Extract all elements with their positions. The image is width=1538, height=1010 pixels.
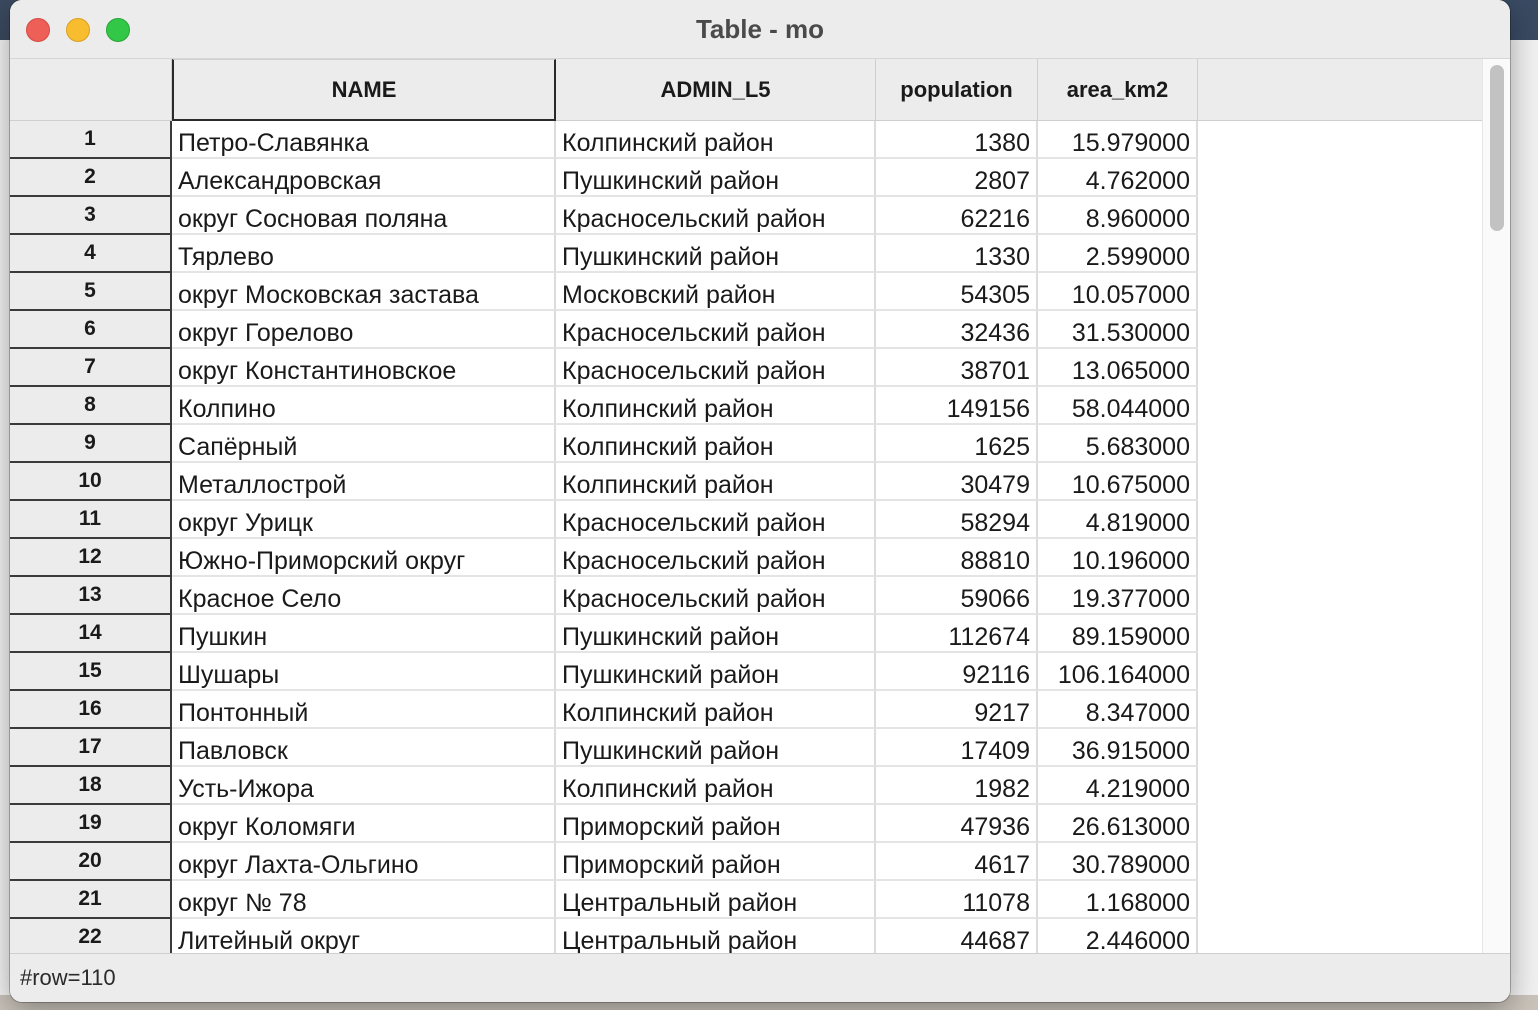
cell-name[interactable]: округ № 78 <box>172 881 556 919</box>
cell-admin-l5[interactable]: Московский район <box>556 273 876 311</box>
table-row[interactable] <box>10 121 1198 159</box>
cell-admin-l5[interactable]: Пушкинский район <box>556 729 876 767</box>
table-row[interactable] <box>10 387 1198 425</box>
table-row[interactable] <box>10 805 1198 843</box>
row-header[interactable]: 6 <box>10 311 172 349</box>
table-row[interactable] <box>10 729 1198 767</box>
title-bar[interactable] <box>10 0 1510 59</box>
cell-name[interactable]: округ Сосновая поляна <box>172 197 556 235</box>
cell-admin-l5[interactable]: Колпинский район <box>556 387 876 425</box>
cell-area-km2[interactable]: 30.789000 <box>1038 843 1198 881</box>
table-row[interactable] <box>10 311 1198 349</box>
cell-population[interactable]: 4617 <box>876 843 1038 881</box>
cell-area-km2[interactable]: 1.168000 <box>1038 881 1198 919</box>
cell-population[interactable]: 88810 <box>876 539 1038 577</box>
row-header[interactable]: 15 <box>10 653 172 691</box>
row-header[interactable]: 2 <box>10 159 172 197</box>
close-button[interactable] <box>26 18 50 42</box>
vertical-scrollbar[interactable] <box>1482 59 1510 953</box>
table-row[interactable] <box>10 197 1198 235</box>
cell-admin-l5[interactable]: Колпинский район <box>556 463 876 501</box>
cell-name[interactable]: округ Константиновское <box>172 349 556 387</box>
cell-name[interactable]: Тярлево <box>172 235 556 273</box>
cell-population[interactable]: 2807 <box>876 159 1038 197</box>
row-header[interactable]: 11 <box>10 501 172 539</box>
table-row[interactable] <box>10 159 1198 197</box>
row-header[interactable]: 13 <box>10 577 172 615</box>
table-row[interactable] <box>10 577 1198 615</box>
cell-population[interactable]: 1982 <box>876 767 1038 805</box>
data-table[interactable] <box>10 59 1482 953</box>
cell-area-km2[interactable]: 8.347000 <box>1038 691 1198 729</box>
cell-admin-l5[interactable]: Колпинский район <box>556 425 876 463</box>
maximize-button[interactable] <box>106 18 130 42</box>
cell-name[interactable]: Южно-Приморский округ <box>172 539 556 577</box>
cell-admin-l5[interactable]: Центральный район <box>556 881 876 919</box>
cell-area-km2[interactable]: 36.915000 <box>1038 729 1198 767</box>
cell-admin-l5[interactable]: Приморский район <box>556 843 876 881</box>
table-row[interactable] <box>10 691 1198 729</box>
cell-admin-l5[interactable]: Красносельский район <box>556 311 876 349</box>
cell-population[interactable]: 17409 <box>876 729 1038 767</box>
cell-name[interactable]: Понтонный <box>172 691 556 729</box>
table-row[interactable] <box>10 767 1198 805</box>
table-row[interactable] <box>10 653 1198 691</box>
row-header[interactable]: 20 <box>10 843 172 881</box>
row-header[interactable]: 10 <box>10 463 172 501</box>
table-row[interactable] <box>10 881 1198 919</box>
table-row[interactable] <box>10 425 1198 463</box>
cell-admin-l5[interactable]: Колпинский район <box>556 767 876 805</box>
cell-population[interactable]: 32436 <box>876 311 1038 349</box>
cell-population[interactable]: 38701 <box>876 349 1038 387</box>
background-window-right <box>1508 40 1538 1010</box>
cell-population[interactable]: 92116 <box>876 653 1038 691</box>
cell-population[interactable]: 30479 <box>876 463 1038 501</box>
cell-admin-l5[interactable]: Пушкинский район <box>556 159 876 197</box>
table-row[interactable] <box>10 463 1198 501</box>
cell-name[interactable]: округ Горелово <box>172 311 556 349</box>
cell-area-km2[interactable]: 2.446000 <box>1038 919 1198 953</box>
table-row[interactable] <box>10 919 1198 953</box>
cell-population[interactable]: 1330 <box>876 235 1038 273</box>
cell-population[interactable]: 112674 <box>876 615 1038 653</box>
column-header-admin-l5[interactable]: ADMIN_L5 <box>556 59 876 121</box>
row-header[interactable]: 12 <box>10 539 172 577</box>
minimize-button[interactable] <box>66 18 90 42</box>
table-row[interactable] <box>10 501 1198 539</box>
cell-population[interactable]: 9217 <box>876 691 1038 729</box>
cell-admin-l5[interactable]: Пушкинский район <box>556 235 876 273</box>
row-header[interactable]: 16 <box>10 691 172 729</box>
table-row[interactable] <box>10 273 1198 311</box>
cell-population[interactable]: 149156 <box>876 387 1038 425</box>
cell-area-km2[interactable]: 5.683000 <box>1038 425 1198 463</box>
cell-population[interactable]: 58294 <box>876 501 1038 539</box>
cell-admin-l5[interactable]: Красносельский район <box>556 349 876 387</box>
cell-population[interactable]: 59066 <box>876 577 1038 615</box>
row-header[interactable]: 17 <box>10 729 172 767</box>
table-row[interactable] <box>10 843 1198 881</box>
table-row[interactable] <box>10 349 1198 387</box>
column-header-area-km2[interactable]: area_km2 <box>1038 59 1198 121</box>
status-bar <box>10 953 1510 1002</box>
cell-area-km2[interactable]: 15.979000 <box>1038 121 1198 159</box>
cell-area-km2[interactable]: 13.065000 <box>1038 349 1198 387</box>
table-corner[interactable] <box>10 59 172 121</box>
cell-area-km2[interactable]: 10.057000 <box>1038 273 1198 311</box>
cell-population[interactable]: 54305 <box>876 273 1038 311</box>
cell-name[interactable]: Металлострой <box>172 463 556 501</box>
cell-admin-l5[interactable]: Красносельский район <box>556 197 876 235</box>
cell-population[interactable]: 1625 <box>876 425 1038 463</box>
cell-admin-l5[interactable]: Центральный район <box>556 919 876 953</box>
cell-area-km2[interactable]: 4.819000 <box>1038 501 1198 539</box>
cell-name[interactable]: округ Урицк <box>172 501 556 539</box>
row-header[interactable]: 7 <box>10 349 172 387</box>
cell-population[interactable]: 1380 <box>876 121 1038 159</box>
cell-name[interactable]: Шушары <box>172 653 556 691</box>
cell-area-km2[interactable]: 89.159000 <box>1038 615 1198 653</box>
row-header[interactable]: 9 <box>10 425 172 463</box>
cell-area-km2[interactable]: 8.960000 <box>1038 197 1198 235</box>
cell-name[interactable]: Усть-Ижора <box>172 767 556 805</box>
cell-admin-l5[interactable]: Колпинский район <box>556 691 876 729</box>
cell-population[interactable]: 62216 <box>876 197 1038 235</box>
row-header[interactable]: 22 <box>10 919 172 953</box>
cell-admin-l5[interactable]: Колпинский район <box>556 121 876 159</box>
cell-area-km2[interactable]: 4.219000 <box>1038 767 1198 805</box>
cell-name[interactable]: Петро-Славянка <box>172 121 556 159</box>
cell-name[interactable]: Красное Село <box>172 577 556 615</box>
row-header[interactable]: 18 <box>10 767 172 805</box>
cell-admin-l5[interactable]: Пушкинский район <box>556 653 876 691</box>
row-header[interactable]: 3 <box>10 197 172 235</box>
cell-admin-l5[interactable]: Приморский район <box>556 805 876 843</box>
table-row[interactable] <box>10 235 1198 273</box>
row-count-label: #row=110 <box>20 965 116 990</box>
cell-name[interactable]: Александровская <box>172 159 556 197</box>
row-header[interactable]: 4 <box>10 235 172 273</box>
cell-admin-l5[interactable]: Красносельский район <box>556 577 876 615</box>
cell-name[interactable]: Сапёрный <box>172 425 556 463</box>
cell-area-km2[interactable]: 19.377000 <box>1038 577 1198 615</box>
table-row[interactable] <box>10 615 1198 653</box>
row-header[interactable]: 1 <box>10 121 172 159</box>
cell-area-km2[interactable]: 4.762000 <box>1038 159 1198 197</box>
cell-population[interactable]: 47936 <box>876 805 1038 843</box>
cell-area-km2[interactable]: 106.164000 <box>1038 653 1198 691</box>
cell-area-km2[interactable]: 10.675000 <box>1038 463 1198 501</box>
cell-name[interactable]: Павловск <box>172 729 556 767</box>
cell-name[interactable]: округ Московская застава <box>172 273 556 311</box>
cell-name[interactable]: округ Лахта-Ольгино <box>172 843 556 881</box>
row-header[interactable]: 14 <box>10 615 172 653</box>
cell-area-km2[interactable]: 31.530000 <box>1038 311 1198 349</box>
cell-area-km2[interactable]: 58.044000 <box>1038 387 1198 425</box>
row-header[interactable]: 5 <box>10 273 172 311</box>
table-window <box>10 0 1510 1002</box>
cell-admin-l5[interactable]: Красносельский район <box>556 539 876 577</box>
cell-name[interactable]: Колпино <box>172 387 556 425</box>
cell-admin-l5[interactable]: Красносельский район <box>556 501 876 539</box>
column-header-name[interactable]: NAME <box>172 59 556 121</box>
cell-name[interactable]: Пушкин <box>172 615 556 653</box>
row-header[interactable]: 8 <box>10 387 172 425</box>
header-empty-area <box>1198 59 1482 121</box>
table-row[interactable] <box>10 539 1198 577</box>
cell-population[interactable]: 11078 <box>876 881 1038 919</box>
cell-name[interactable]: Литейный округ <box>172 919 556 953</box>
scrollbar-thumb[interactable] <box>1490 65 1504 231</box>
column-header-population[interactable]: population <box>876 59 1038 121</box>
cell-admin-l5[interactable]: Пушкинский район <box>556 615 876 653</box>
cell-area-km2[interactable]: 10.196000 <box>1038 539 1198 577</box>
row-header[interactable]: 19 <box>10 805 172 843</box>
cell-population[interactable]: 44687 <box>876 919 1038 953</box>
cell-area-km2[interactable]: 2.599000 <box>1038 235 1198 273</box>
cell-area-km2[interactable]: 26.613000 <box>1038 805 1198 843</box>
row-header[interactable]: 21 <box>10 881 172 919</box>
window-title: Table - mo <box>695 14 825 44</box>
cell-name[interactable]: округ Коломяги <box>172 805 556 843</box>
